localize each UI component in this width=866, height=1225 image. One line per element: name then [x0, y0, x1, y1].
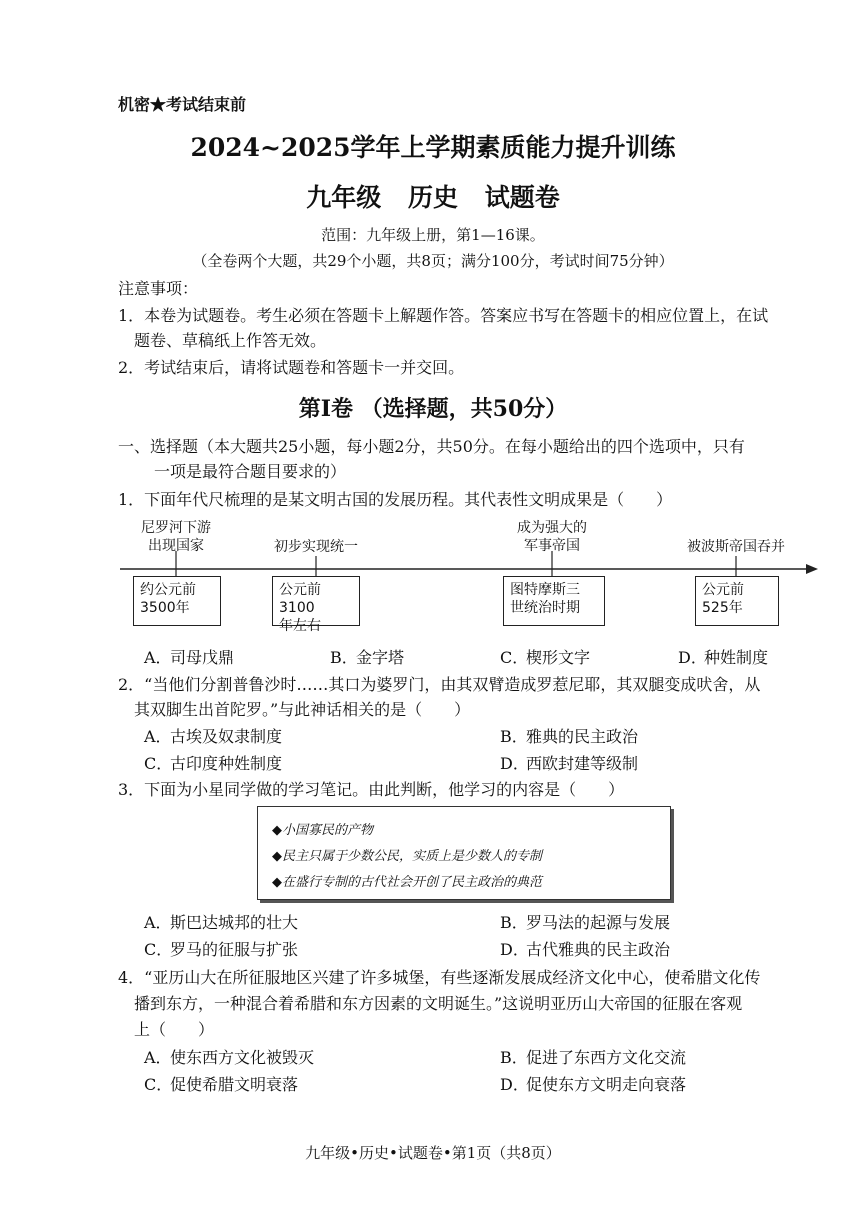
question-3-stem: 3．下面为小星同学做的学习笔记。由此判断，他学习的内容是（ ） [118, 780, 625, 799]
option-key: A． [144, 648, 172, 667]
section-intro-line-1: 一、选择题（本大题共25小题，每小题2分，共50分。在每小题给出的四个选项中，只有 [118, 437, 745, 456]
timeline-box-2-line-1: 公元前3100 [279, 582, 321, 616]
study-note-line-1: ◆小国寡民的产物 [272, 823, 373, 838]
question-4-option-b[interactable] [500, 1045, 686, 1068]
question-4-option-a[interactable] [144, 1045, 314, 1068]
option-key: B． [500, 1048, 528, 1067]
timeline-box-2 [272, 576, 360, 634]
timeline-label-3-line-2: 军事帝国 [524, 538, 580, 554]
timeline-box-1-line-1: 约公元前 [140, 582, 196, 598]
notice-item-1-line-1: 1．本卷为试题卷。考生必须在答题卡上解题作答。答案应书写在答题卡的相应位置上，在试 [118, 306, 769, 325]
option-text: 种姓制度 [704, 648, 769, 667]
exam-title: 2024~2025学年上学期素质能力提升训练 [190, 133, 676, 162]
option-key: D． [500, 940, 529, 959]
notice-item-1-line-2: 题卷、草稿纸上作答无效。 [134, 331, 327, 350]
option-text: 罗马法的起源与发展 [526, 913, 671, 932]
option-key: D． [500, 1075, 529, 1094]
page-footer: 九年级•历史•试题卷•第1页（共8页） [305, 1144, 561, 1162]
option-key: C． [144, 940, 173, 959]
exam-info: （全卷两个大题，共29个小题，共8页；满分100分，考试时间75分钟） [192, 252, 674, 270]
question-3-option-c[interactable] [144, 937, 298, 960]
question-4-option-d[interactable] [500, 1072, 686, 1095]
study-note-box [257, 806, 671, 900]
question-1-option-b[interactable] [330, 645, 404, 668]
question-2-option-a[interactable] [144, 724, 282, 747]
option-text: 使东西方文化被毁灭 [170, 1048, 315, 1067]
timeline-box-4-line-2: 525年 [702, 600, 743, 616]
option-text: 促使希腊文明衰落 [170, 1075, 299, 1094]
question-1-stem: 1．下面年代尺梳理的是某文明古国的发展历程。其代表性文明成果是（ ） [118, 490, 673, 509]
timeline-box-4-line-1: 公元前 [702, 582, 744, 598]
timeline-box-3-line-1: 图特摩斯三 [510, 582, 580, 598]
exam-range: 范围：九年级上册，第1—16课。 [321, 226, 545, 244]
timeline-label-3 [502, 519, 602, 555]
question-2-option-b[interactable] [500, 724, 638, 747]
option-text: 司母戊鼎 [170, 648, 235, 667]
option-text: 促使东方文明走向衰落 [526, 1075, 687, 1094]
option-text: 雅典的民主政治 [526, 727, 639, 746]
question-1-option-a[interactable] [144, 645, 234, 668]
option-key: B． [330, 648, 358, 667]
question-4-stem-line-1: 4．“亚历山大在所征服地区兴建了许多城堡，有些逐渐发展成经济文化中心，使希腊文化传 [118, 968, 761, 987]
timeline-label-2-line-1: 初步实现统一 [274, 539, 358, 555]
study-note-line-3: ◆在盛行专制的古代社会开创了民主政治的典范 [272, 875, 542, 890]
option-key: A． [144, 913, 172, 932]
option-text: 斯巴达城邦的壮大 [170, 913, 299, 932]
option-text: 古印度种姓制度 [170, 754, 283, 773]
question-2-stem-line-1: 2．“当他们分割普鲁沙时……其口为婆罗门，由其双臂造成罗惹尼耶，其双腿变成吠舍，从 [118, 675, 761, 694]
section-intro-line-2: 一项是最符合题目要求的） [154, 462, 347, 481]
option-text: 楔形文字 [526, 648, 591, 667]
notice-item-2: 2．考试结束后，请将试题卷和答题卡一并交回。 [118, 358, 465, 377]
question-3-option-d[interactable] [500, 937, 670, 960]
question-2-option-d[interactable] [500, 751, 638, 774]
timeline-box-1 [133, 576, 221, 626]
option-key: B． [500, 727, 528, 746]
option-key: C． [144, 1075, 173, 1094]
timeline-box-4 [695, 576, 779, 626]
timeline-label-1-line-1: 尼罗河下游 [141, 520, 211, 536]
option-key: D． [678, 648, 707, 667]
option-text: 罗马的征服与扩张 [170, 940, 299, 959]
option-key: C． [500, 648, 529, 667]
question-1-option-d[interactable] [678, 645, 768, 668]
timeline-label-2 [256, 538, 376, 556]
option-key: D． [500, 754, 529, 773]
timeline-label-3-line-1: 成为强大的 [517, 520, 587, 536]
timeline-box-1-line-2: 3500年 [140, 600, 190, 616]
option-text: 促进了东西方文化交流 [526, 1048, 687, 1067]
timeline-label-4 [666, 538, 806, 556]
option-key: A． [144, 1048, 172, 1067]
question-4-option-c[interactable] [144, 1072, 298, 1095]
option-text: 古埃及奴隶制度 [170, 727, 283, 746]
option-text: 西欧封建等级制 [526, 754, 639, 773]
option-key: A． [144, 727, 172, 746]
timeline-label-4-line-1: 被波斯帝国吞并 [687, 539, 785, 555]
question-3-option-b[interactable] [500, 910, 670, 933]
question-2-stem-line-2: 其双脚生出首陀罗。”与此神话相关的是（ ） [134, 700, 471, 719]
exam-subtitle: 九年级 历史 试题卷 [306, 183, 560, 212]
section-title: 第Ⅰ卷 （选择题，共50分） [298, 396, 568, 422]
timeline-box-3-line-2: 世统治时期 [510, 600, 580, 616]
question-2-option-c[interactable] [144, 751, 282, 774]
question-4-stem-line-3: 上（ ） [134, 1020, 215, 1039]
option-text: 古代雅典的民主政治 [526, 940, 671, 959]
timeline-label-1-line-2: 出现国家 [148, 538, 204, 554]
timeline-label-1 [126, 519, 226, 555]
notice-title: 注意事项： [118, 279, 199, 298]
timeline-box-2-line-2: 年左右 [279, 618, 321, 634]
option-text: 金字塔 [356, 648, 405, 667]
confidential-mark: 机密★考试结束前 [118, 95, 247, 114]
question-1-option-c[interactable] [500, 645, 590, 668]
question-4-stem-line-2: 播到东方，一种混合着希腊和东方因素的文明诞生。”这说明亚历山大帝国的征服在客观 [134, 994, 743, 1013]
study-note-line-2: ◆民主只属于少数公民，实质上是少数人的专制 [272, 849, 542, 864]
question-3-option-a[interactable] [144, 910, 298, 933]
option-key: B． [500, 913, 528, 932]
timeline-box-3 [503, 576, 605, 626]
option-key: C． [144, 754, 173, 773]
